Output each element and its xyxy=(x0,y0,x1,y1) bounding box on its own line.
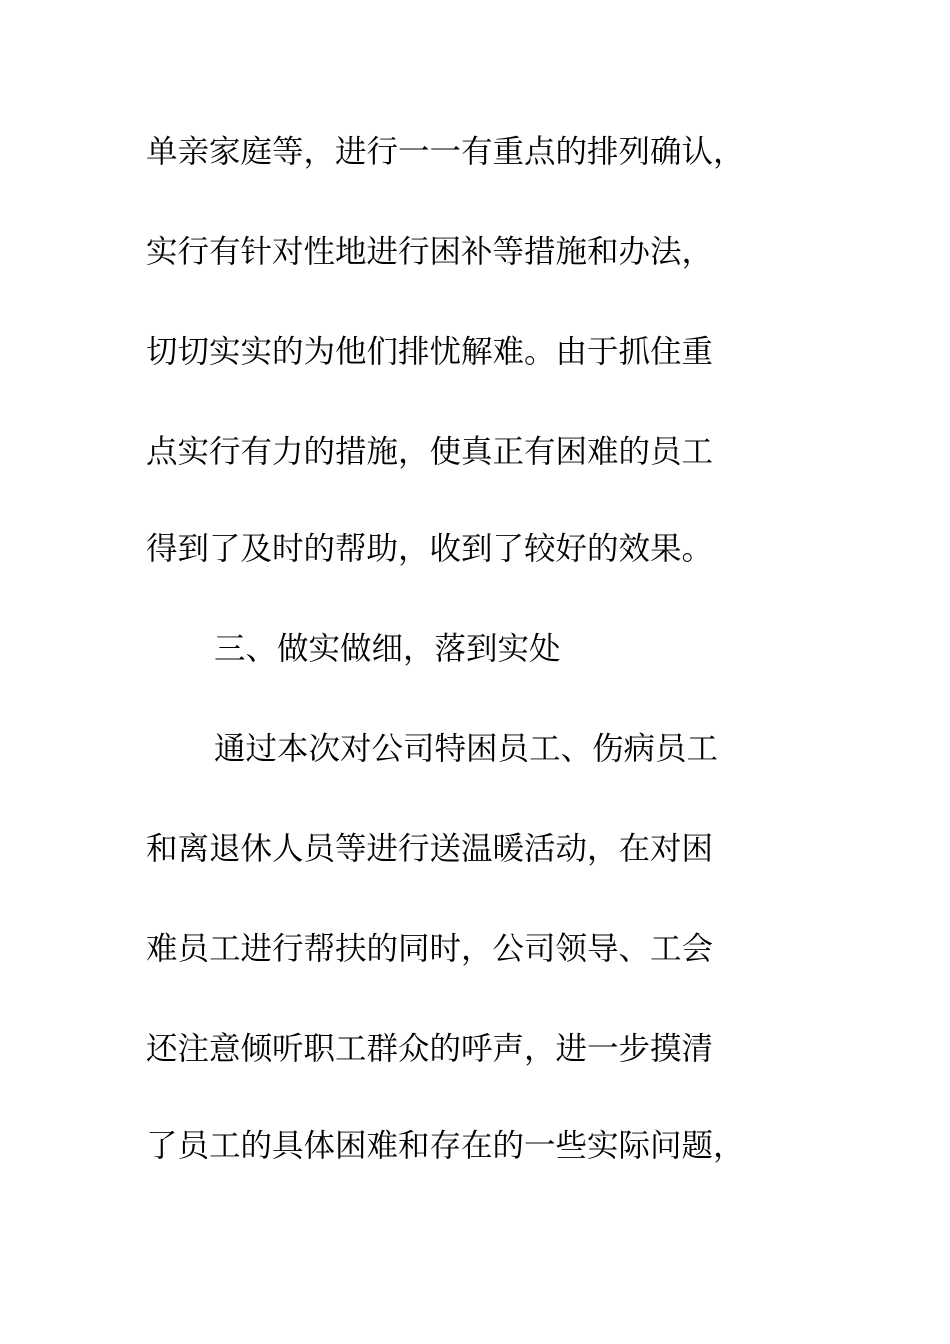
paragraph-line: 得到了及时的帮助，收到了较好的效果。 xyxy=(146,531,714,567)
section-heading: 三、做实做细，落到实处 xyxy=(214,631,561,667)
paragraph-line: 和离退休人员等进行送温暖活动，在对困 xyxy=(146,831,714,867)
paragraph-line: 难员工进行帮扶的同时，公司领导、工会 xyxy=(146,931,714,967)
paragraph-line: 了员工的具体困难和存在的一些实际问题， xyxy=(146,1128,745,1164)
paragraph-line: 单亲家庭等，进行一一有重点的排列确认， xyxy=(146,134,745,170)
paragraph-line: 还注意倾听职工群众的呼声，进一步摸清 xyxy=(146,1031,714,1067)
paragraph-line: 切切实实的为他们排忧解难。由于抓住重 xyxy=(146,334,714,370)
paragraph-line: 点实行有力的措施，使真正有困难的员工 xyxy=(146,434,714,470)
paragraph-line: 实行有针对性地进行困补等措施和办法， xyxy=(146,234,714,270)
paragraph-line: 通过本次对公司特困员工、伤病员工 xyxy=(214,731,719,767)
